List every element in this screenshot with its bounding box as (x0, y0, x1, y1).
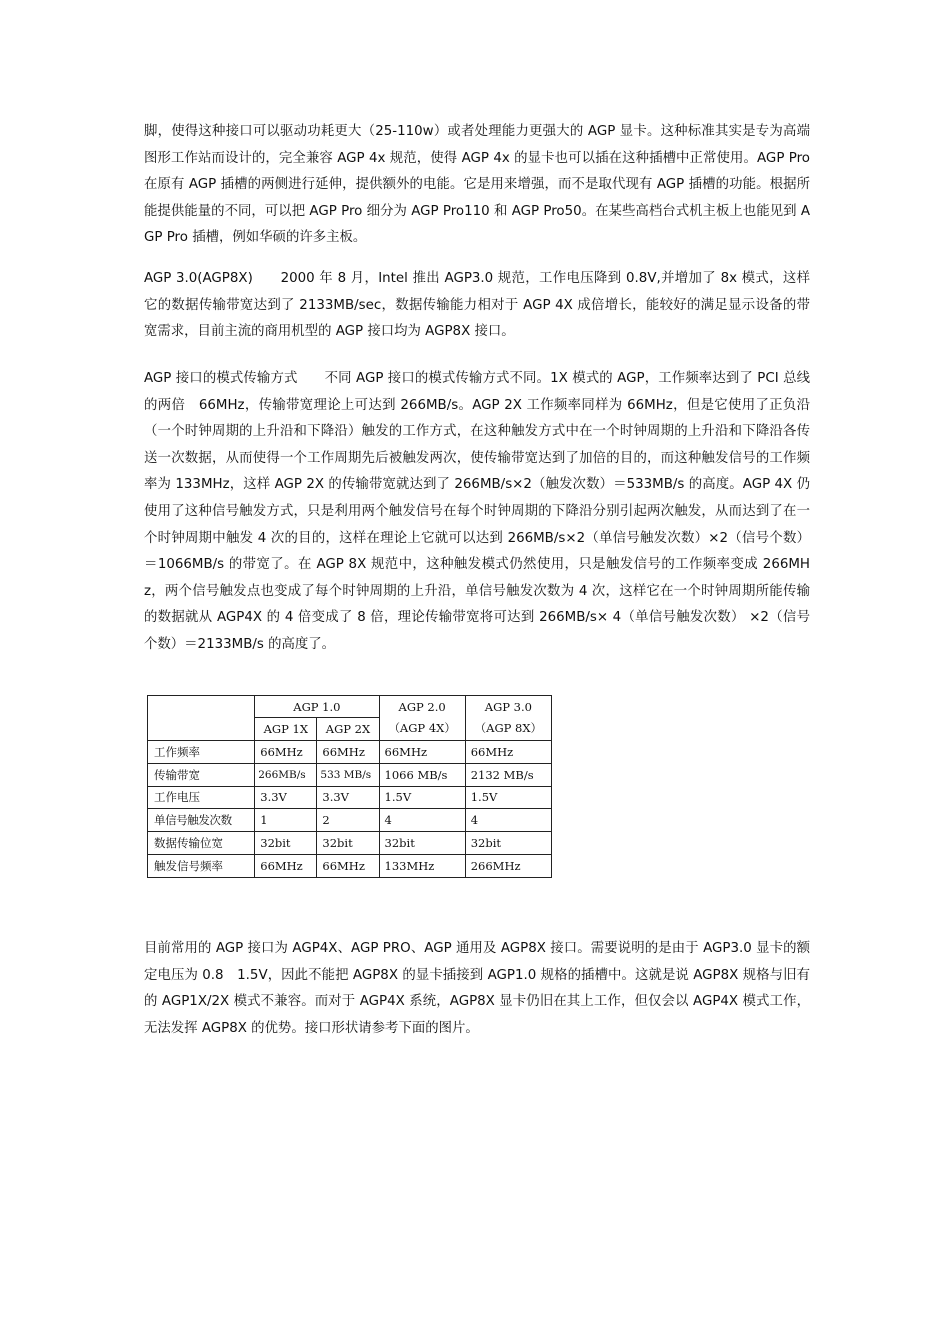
table-row (148, 741, 552, 764)
table-corner-cell (148, 696, 255, 741)
table-cell: 66MHz (255, 741, 317, 764)
table-cell: 4 (465, 809, 551, 832)
header-agp-1x: AGP 1X (255, 718, 317, 741)
table-cell: 133MHz (379, 854, 465, 877)
table-cell: 66MHz (255, 854, 317, 877)
table-cell: 4 (379, 809, 465, 832)
table-row (148, 786, 552, 809)
header-agp-1-0: AGP 1.0 (255, 696, 379, 718)
agp-spec-table-wrapper (147, 695, 552, 877)
table-cell: 32bit (465, 832, 551, 855)
header-agp-3-0 (465, 696, 551, 741)
row-label: 工作频率 (148, 741, 255, 764)
table-row (148, 854, 552, 877)
paragraph-common-interfaces: 目前常用的 AGP 接口为 AGP4X、AGP PRO、AGP 通用及 AGP8X 接口。需要说明的是由于 AGP3.0 显卡的额定电压为 0.8 1.5V，因此不能把 AGP8X 的显卡插接到 AGP1.0 规格的插槽中。这就是说 AGP8X 规格与旧有的 AGP1X/2X 模式不兼容。而对于 AGP4X 系统，AGP8X 显卡仍旧在其上工作，但仅会以 AGP4X 模式工作，无法发挥 AGP8X 的优势。接口形状请参考下面的图片。 (144, 941, 810, 1036)
table-cell: 266MHz (465, 854, 551, 877)
table-cell: 66MHz (317, 741, 379, 764)
table-cell: 3.3V (255, 786, 317, 809)
paragraph-agp-3: AGP 3.0(AGP8X) 2000 年 8 月，Intel 推出 AGP3.0 规范，工作电压降到 0.8V,并增加了 8x 模式，这样它的数据传输带宽达到了 2133MB/sec，数据传输能力相对于 AGP 4X 成倍增长，能较好的满足显示设备的带宽需求，目前主流的商用机型的 AGP 接口均为 AGP8X 接口。 (144, 271, 810, 340)
table-cell: 1.5V (465, 786, 551, 809)
header-agp-2-0 (379, 696, 465, 741)
header-agp-2-0-line1: AGP 2.0 (398, 700, 446, 714)
row-label: 工作电压 (148, 786, 255, 809)
table-row (148, 832, 552, 855)
table-cell: 3.3V (317, 786, 379, 809)
table-cell: 32bit (379, 832, 465, 855)
table-cell: 2132 MB/s (465, 763, 551, 786)
header-agp-2-0-line2: （AGP 4X） (388, 721, 456, 735)
table-cell: 32bit (317, 832, 379, 855)
paragraph-agp-pro: 脚，使得这种接口可以驱动功耗更大（25-110w）或者处理能力更强大的 AGP 显卡。这种标准其实是专为高端图形工作站而设计的，完全兼容 AGP 4x 规范，使得 AGP 4x 的显卡也可以插在这种插槽中正常使用。AGP Pro 在原有 AGP 插槽的两侧进行延伸，提供额外的电能。它是用来增强，而不是取代现有 AGP 插槽的功能。根据所能提供能量的不同，可以把 AGP Pro 细分为 AGP Pro110 和 AGP Pro50。在某些高档台式机主板上也能见到 AGP Pro 插槽，例如华硕的许多主板。 (144, 124, 810, 246)
table-cell: 66MHz (379, 741, 465, 764)
agp-spec-table (147, 695, 552, 878)
header-agp-3-0-line2: （AGP 8X） (474, 721, 543, 735)
row-label: 触发信号频率 (148, 854, 255, 877)
table-header-row-1 (148, 696, 552, 718)
row-label: 数据传输位宽 (148, 832, 255, 855)
header-agp-3-0-line1: AGP 3.0 (484, 700, 532, 714)
table-cell: 266MB/s (255, 763, 317, 786)
table-row (148, 763, 552, 786)
table-cell: 66MHz (465, 741, 551, 764)
table-cell: 32bit (255, 832, 317, 855)
table-cell: 1066 MB/s (379, 763, 465, 786)
header-agp-2x: AGP 2X (317, 718, 379, 741)
table-cell: 1 (255, 809, 317, 832)
paragraph-transfer-modes: AGP 接口的模式传输方式 不同 AGP 接口的模式传输方式不同。1X 模式的 AGP，工作频率达到了 PCI 总线的两倍 66MHz，传输带宽理论上可达到 266MB/s。AGP 2X 工作频率同样为 66MHz，但是它使用了正负沿（一个时钟周期的上升沿和下降沿）触发的工作方式，在这种触发方式中在一个时钟周期的上升沿和下降沿各传送一次数据，从而使得一个工作周期先后被触发两次，使传输带宽达到了加倍的目的，而这种触发信号的工作频率为 133MHz，这样 AGP 2X 的传输带宽就达到了 266MB/s×2（触发次数）＝533MB/s 的高度。AGP 4X 仍使用了这种信号触发方式，只是利用两个触发信号在每个时钟周期的下降沿分别引起两次触发，从而达到了在一个时钟周期中触发 4 次的目的，这样在理论上它就可以达到 266MB/s×2（单信号触发次数）×2（信号个数）＝1066MB/s 的带宽了。在 AGP 8X 规范中，这种触发模式仍然使用，只是触发信号的工作频率变成 266MHz，两个信号触发点也变成了每个时钟周期的上升沿，单信号触发次数为 4 次，这样它在一个时钟周期所能传输的数据就从 AGP4X 的 4 倍变成了 8 倍，理论传输带宽将可达到 266MB/s× 4（单信号触发次数） ×2（信号个数）＝2133MB/s 的高度了。 (144, 371, 810, 652)
row-label: 单信号触发次数 (148, 809, 255, 832)
row-label: 传输带宽 (148, 763, 255, 786)
table-row (148, 809, 552, 832)
table-cell: 2 (317, 809, 379, 832)
table-cell: 1.5V (379, 786, 465, 809)
table-cell: 533 MB/s (317, 763, 379, 786)
table-cell: 66MHz (317, 854, 379, 877)
